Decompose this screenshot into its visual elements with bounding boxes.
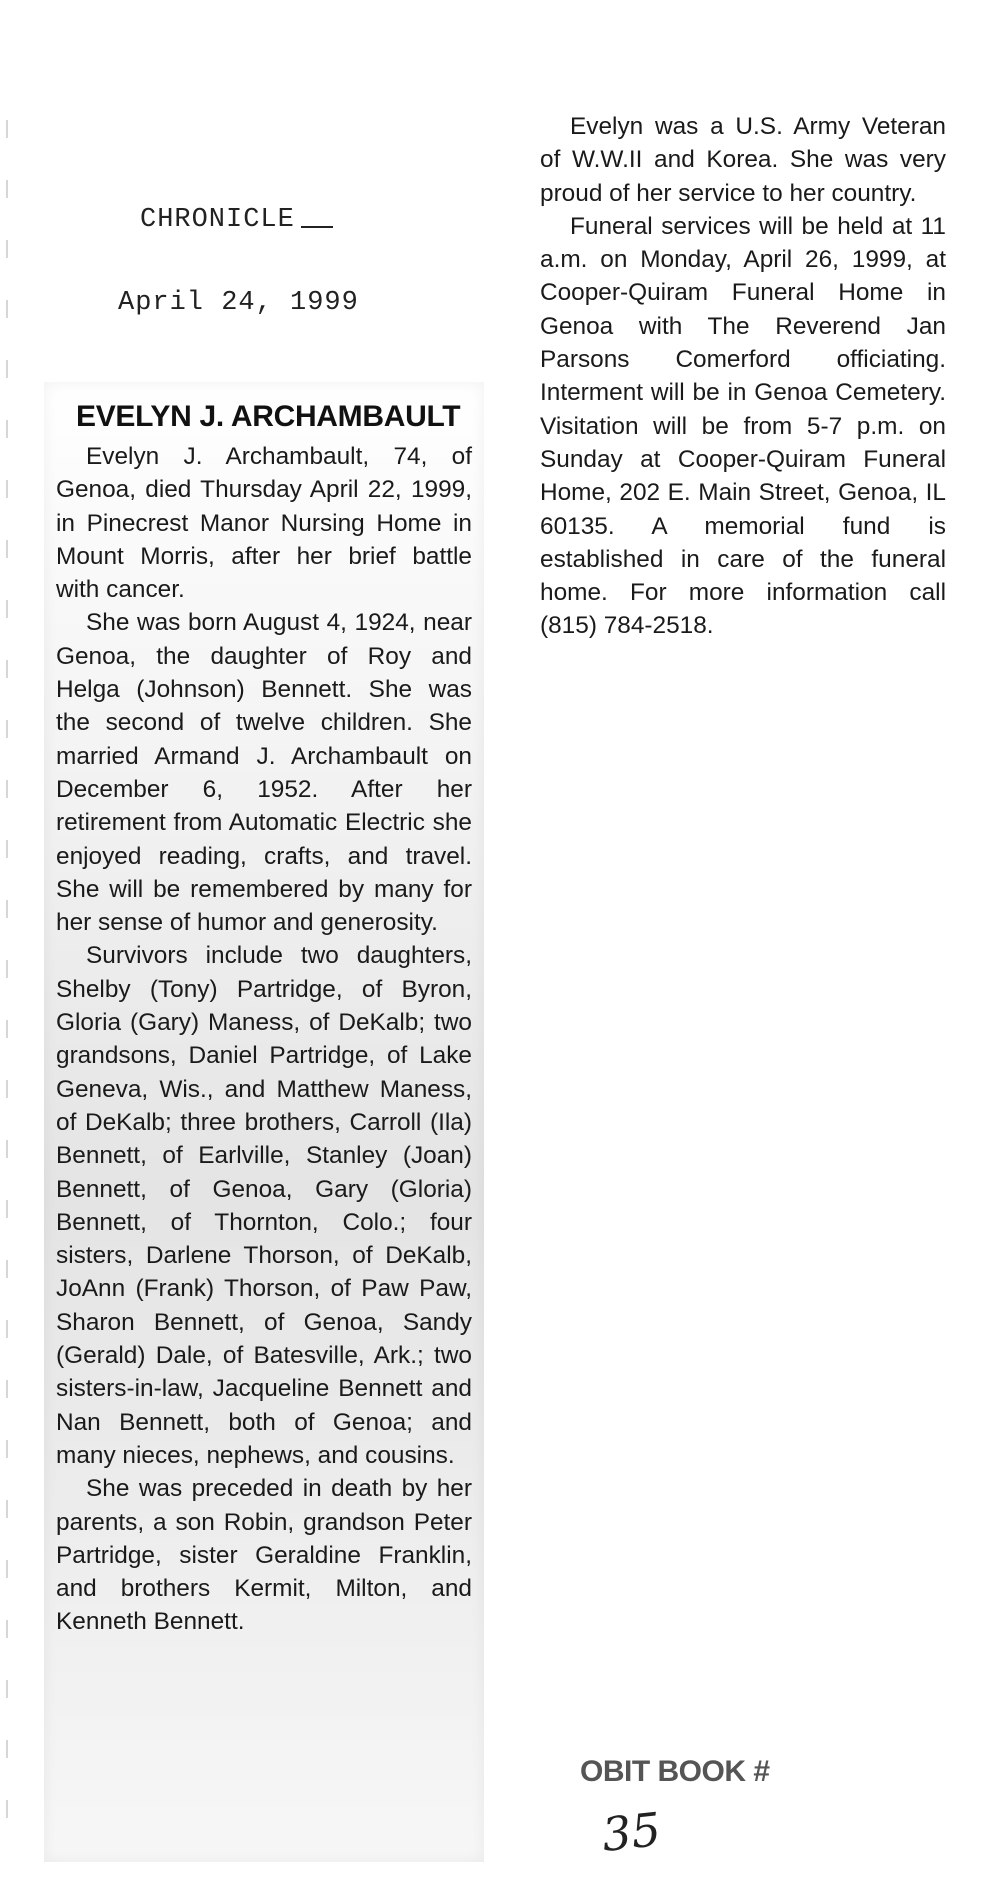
obituary-paragraph-services: Funeral services will be held at 11 a.m. on Monday, April 26, 1999, at Cooper-Quiram Funeral Home in Genoa with The Reverend Jan Parsons Comerford officiating. Interment will be in Genoa Cemetery. Visitation will be from 5-7 p.m. on Sunday at Cooper-Quiram Funeral Home, 202 E. Main Street, Genoa, IL 60135. A memorial fund is established in care of the funeral home. For more information call (815) 784-2518. (540, 212, 946, 640)
obituary-paragraph-survivors: Survivors include two daughters, Shelby (Tony) Partridge, of Byron, Gloria (Gary) Maness, of DeKalb; two grandsons, Daniel Partridge, of Lake Geneva, Wis., and Matthew Maness, of DeKalb; three brothers, Carroll (Ila) Bennett, of Earlville, Stanley (Joan) Bennett, of Genoa, Gary (Gloria) Bennett, of Thornton, Colo.; four sisters, Darlene Thorson, of DeKalb, JoAnn (Frank) Thorson, of Paw Paw, Sharon Bennett, of Genoa, Sandy (Gerald) Dale, of Batesville, Ark.; two sisters-in-law, Jacqueline Bennett and Nan Bennett, both of Genoa; and many nieces, nephews, and cousins. (56, 942, 472, 1469)
newspaper-name (140, 205, 333, 235)
obituary-column-right (540, 110, 946, 643)
obit-book-label: OBIT BOOK # (580, 1755, 770, 1788)
newspaper-name-text: CHRONICLE (140, 205, 295, 235)
obituary-headline: EVELYN J. ARCHAMBAULT (76, 400, 461, 433)
scan-edge-marks (6, 120, 8, 1840)
obituary-paragraph-intro: Evelyn J. Archambault, 74, of Genoa, died Thursday April 22, 1999, in Pinecrest Manor Nursing Home in Mount Morris, after her brief battle with cancer. (56, 443, 472, 604)
obituary-paragraph-biography: She was born August 4, 1924, near Genoa, the daughter of Roy and Helga (Johnson) Bennett. She was the second of twelve children. She married Armand J. Archambault on December 6, 1952. After her retirement from Automatic Electric she enjoyed reading, crafts, and travel. She will be remembered by many for her sense of humor and generosity. (56, 609, 472, 937)
clipping-date: April 24, 1999 (118, 288, 359, 318)
obituary-paragraph-preceded: She was preceded in death by her parents, a son Robin, grandson Peter Partridge, sister Geraldine Franklin, and brothers Kermit, Milton, and Kenneth Bennett. (56, 1475, 472, 1636)
obituary-paragraph-veteran: Evelyn was a U.S. Army Veteran of W.W.II and Korea. She was very proud of her service to her country. (540, 113, 946, 207)
obit-book-number: 35 (599, 1802, 664, 1862)
obituary-column-left (56, 440, 472, 1639)
underline-mark (301, 226, 333, 228)
